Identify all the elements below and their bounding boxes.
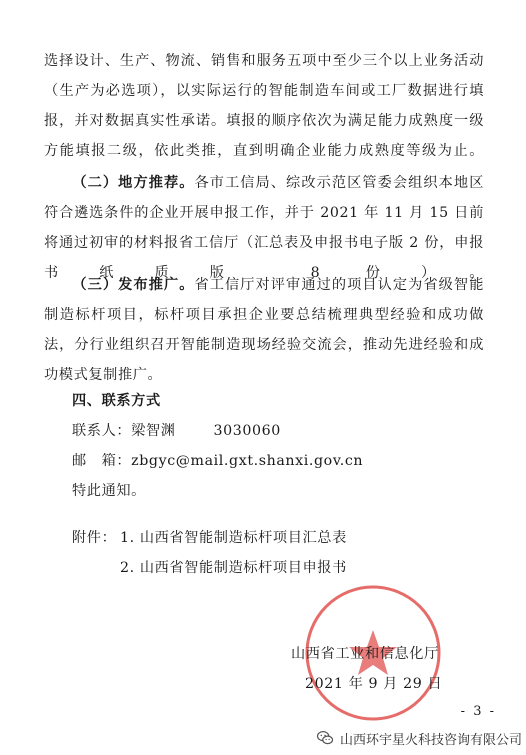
closing-text: 特此通知。	[72, 483, 146, 499]
contact-section-title: 四、联系方式	[72, 393, 161, 409]
paragraph-1	[44, 46, 484, 166]
paragraph-3-text: 省工信厅对评审通过的项目认定为省级智能制造标杆项目，标杆项目承担企业要总结梳理典型经验和成功做法，分行业组织召开智能制造现场经验交流会，推动先进经验和成功模式复制推广。	[44, 277, 484, 383]
contact-person-name: 梁智渊	[131, 423, 176, 439]
page-number: - 3 -	[460, 704, 496, 719]
paragraph-3	[44, 270, 484, 390]
signature-org: 山西省工业和信息化厅	[291, 646, 439, 662]
contact-person-row	[72, 416, 281, 446]
attachment-item-1: 1. 山西省智能制造标杆项目汇总表	[120, 530, 347, 546]
contact-email-label: 邮 箱：	[72, 453, 132, 469]
contact-person-label: 联系人：	[72, 423, 132, 439]
signature-date: 2021 年 9 月 29 日	[305, 676, 443, 692]
attachments-label: 附件：	[72, 530, 117, 546]
wechat-icon	[316, 729, 334, 747]
paragraph-1-text: 选择设计、生产、物流、销售和服务五项中至少三个以上业务活动（生产为必选项），以实际运行的智能制造车间或工厂数据进行填报，并对数据真实性承诺。填报的顺序依次为满足能力成熟度一级方能填报二级，依此类推，直到明确企业能力成熟度等级为止。	[44, 53, 484, 159]
watermark-text: 山西环宇星火科技咨询有限公司	[339, 732, 522, 748]
contact-email-row	[72, 446, 363, 476]
paragraph-2-heading: （二）地方推荐。	[72, 175, 195, 191]
paragraph-2-text: 各市工信局、综改示范区管委会组织本地区符合遴选条件的企业开展申报工作，并于 2021 年 11 月 15 日前将通过初审的材料报省工信厅（汇总表及申报书电子版 2 份，申报书纸质版 8 份）。	[44, 175, 484, 281]
attachment-item-2: 2. 山西省智能制造标杆项目申报书	[120, 560, 347, 576]
contact-email: zbgyc@mail.gxt.shanxi.gov.cn	[131, 453, 364, 469]
contact-phone: 3030060	[213, 423, 281, 439]
paragraph-3-heading: （三）发布推广。	[72, 277, 195, 293]
watermark	[316, 725, 522, 751]
